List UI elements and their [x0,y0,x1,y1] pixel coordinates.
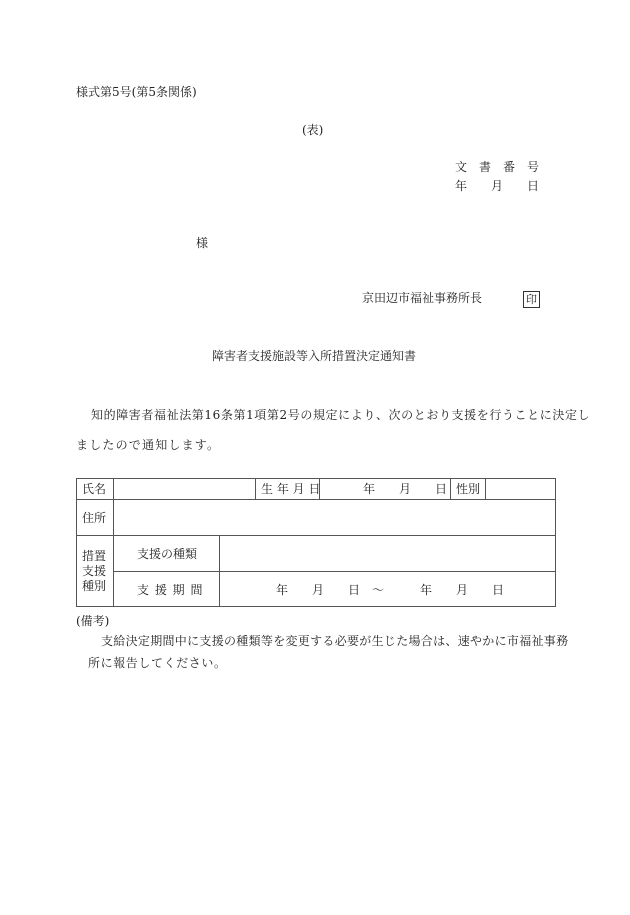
measure-label-line-1: 措置 [82,549,107,563]
body-text-line-1: 知的障害者福祉法第16条第1項第2号の規定により、次のとおり支援を行うことに決定し [91,408,591,422]
document-title: 障害者支援施設等入所措置決定通知書 [212,349,417,363]
address-field[interactable] [114,500,556,535]
form-grid [76,478,556,607]
birthdate-field[interactable]: 年 月 日 [363,482,448,496]
support-period-label: 支 援 期 間 [137,583,204,597]
support-type-label: 支援の種類 [137,547,198,561]
name-label: 氏名 [82,482,107,496]
support-type-field[interactable] [220,536,556,571]
measure-label-line-2: 支援 [82,564,107,578]
remarks-line-2: 所に報告してください。 [88,656,227,670]
seal-mark: 印 [523,291,540,308]
birthdate-label: 生 年 月 日 [261,482,321,496]
date-label: 年 月 日 [455,179,540,193]
measure-label-line-3: 種別 [82,579,107,593]
side-label: (表) [302,123,324,137]
addressee-honorific: 様 [196,236,209,250]
body-text-line-2: ましたので通知します。 [76,438,221,452]
document-number-label: 文 書 番 号 [455,160,540,174]
address-label: 住所 [82,511,107,525]
form-number: 様式第5号(第5条関係) [76,85,197,99]
sex-label: 性別 [456,482,481,496]
name-field[interactable] [114,479,255,499]
sex-field[interactable] [486,479,556,499]
remarks-heading: (備考) [76,614,110,628]
issuer-name: 京田辺市福祉事務所長 [362,291,483,305]
support-period-field[interactable]: 年 月 日 ～ 年 月 日 [276,583,505,597]
remarks-line-1: 支給決定期間中に支援の種類等を変更する必要が生じた場合は、速やかに市福祉事務 [101,634,569,648]
